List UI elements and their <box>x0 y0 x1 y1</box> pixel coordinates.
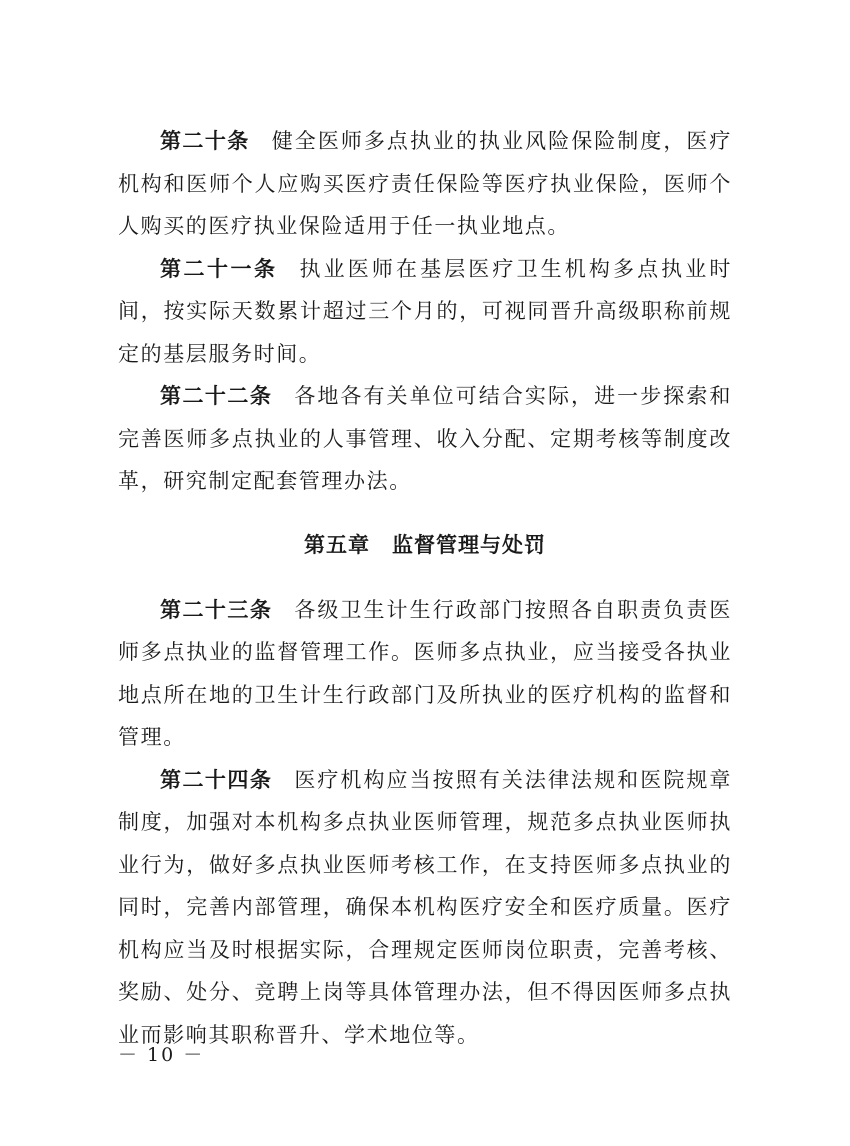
article-number: 第二十二条 <box>160 384 273 408</box>
document-page <box>118 120 732 1056</box>
article-text: 健全医师多点执业的执业风险保险制度，医疗机构和医师个人应购买医疗责任保险等医疗执业保险，医师个人购买的医疗执业保险适用于任一执业地点。 <box>118 129 733 238</box>
article-text: 执业医师在基层医疗卫生机构多点执业时间，按实际天数累计超过三个月的，可视同晋升高级职称前规定的基层服务时间。 <box>118 256 732 366</box>
chapter-number: 第五章 <box>304 532 370 557</box>
article-text: 各地各有关单位可结合实际，进一步探索和完善医师多点执业的人事管理、收入分配、定期考核等制度改革，研究制定配套管理办法。 <box>118 384 733 493</box>
article-22 <box>118 375 732 503</box>
chapter-heading <box>118 523 732 567</box>
page-number: － 10 － <box>118 1044 205 1066</box>
chapter-title: 监督管理与处罚 <box>392 532 546 557</box>
article-text: 各级卫生计生行政部门按照各自职责负责医师多点执业的监督管理工作。医师多点执业，应当接受各执业地点所在地的卫生计生行政部门及所执业的医疗机构的监督和管理。 <box>118 597 733 749</box>
article-number: 第二十三条 <box>160 597 273 622</box>
article-number: 第二十四条 <box>160 767 273 792</box>
article-23 <box>118 589 732 759</box>
article-text: 医疗机构应当按照有关法律法规和医院规章制度，加强对本机构多点执业医师管理，规范多点执业医师执业行为，做好多点执业医师考核工作，在支持医师多点执业的同时，完善内部管理，确保本机构医疗安全和医疗质量。医疗机构应当及时根据实际，合理规定医师岗位职责，完善考核、奖励、处分、竞聘上岗等具体管理办法，但不得因医师多点执业而影响其职称晋升、学术地位等。 <box>118 767 733 1047</box>
article-number: 第二十一条 <box>160 256 278 281</box>
article-20 <box>118 120 732 248</box>
article-21 <box>118 248 732 376</box>
article-number: 第二十条 <box>160 129 250 153</box>
article-24 <box>118 759 732 1057</box>
